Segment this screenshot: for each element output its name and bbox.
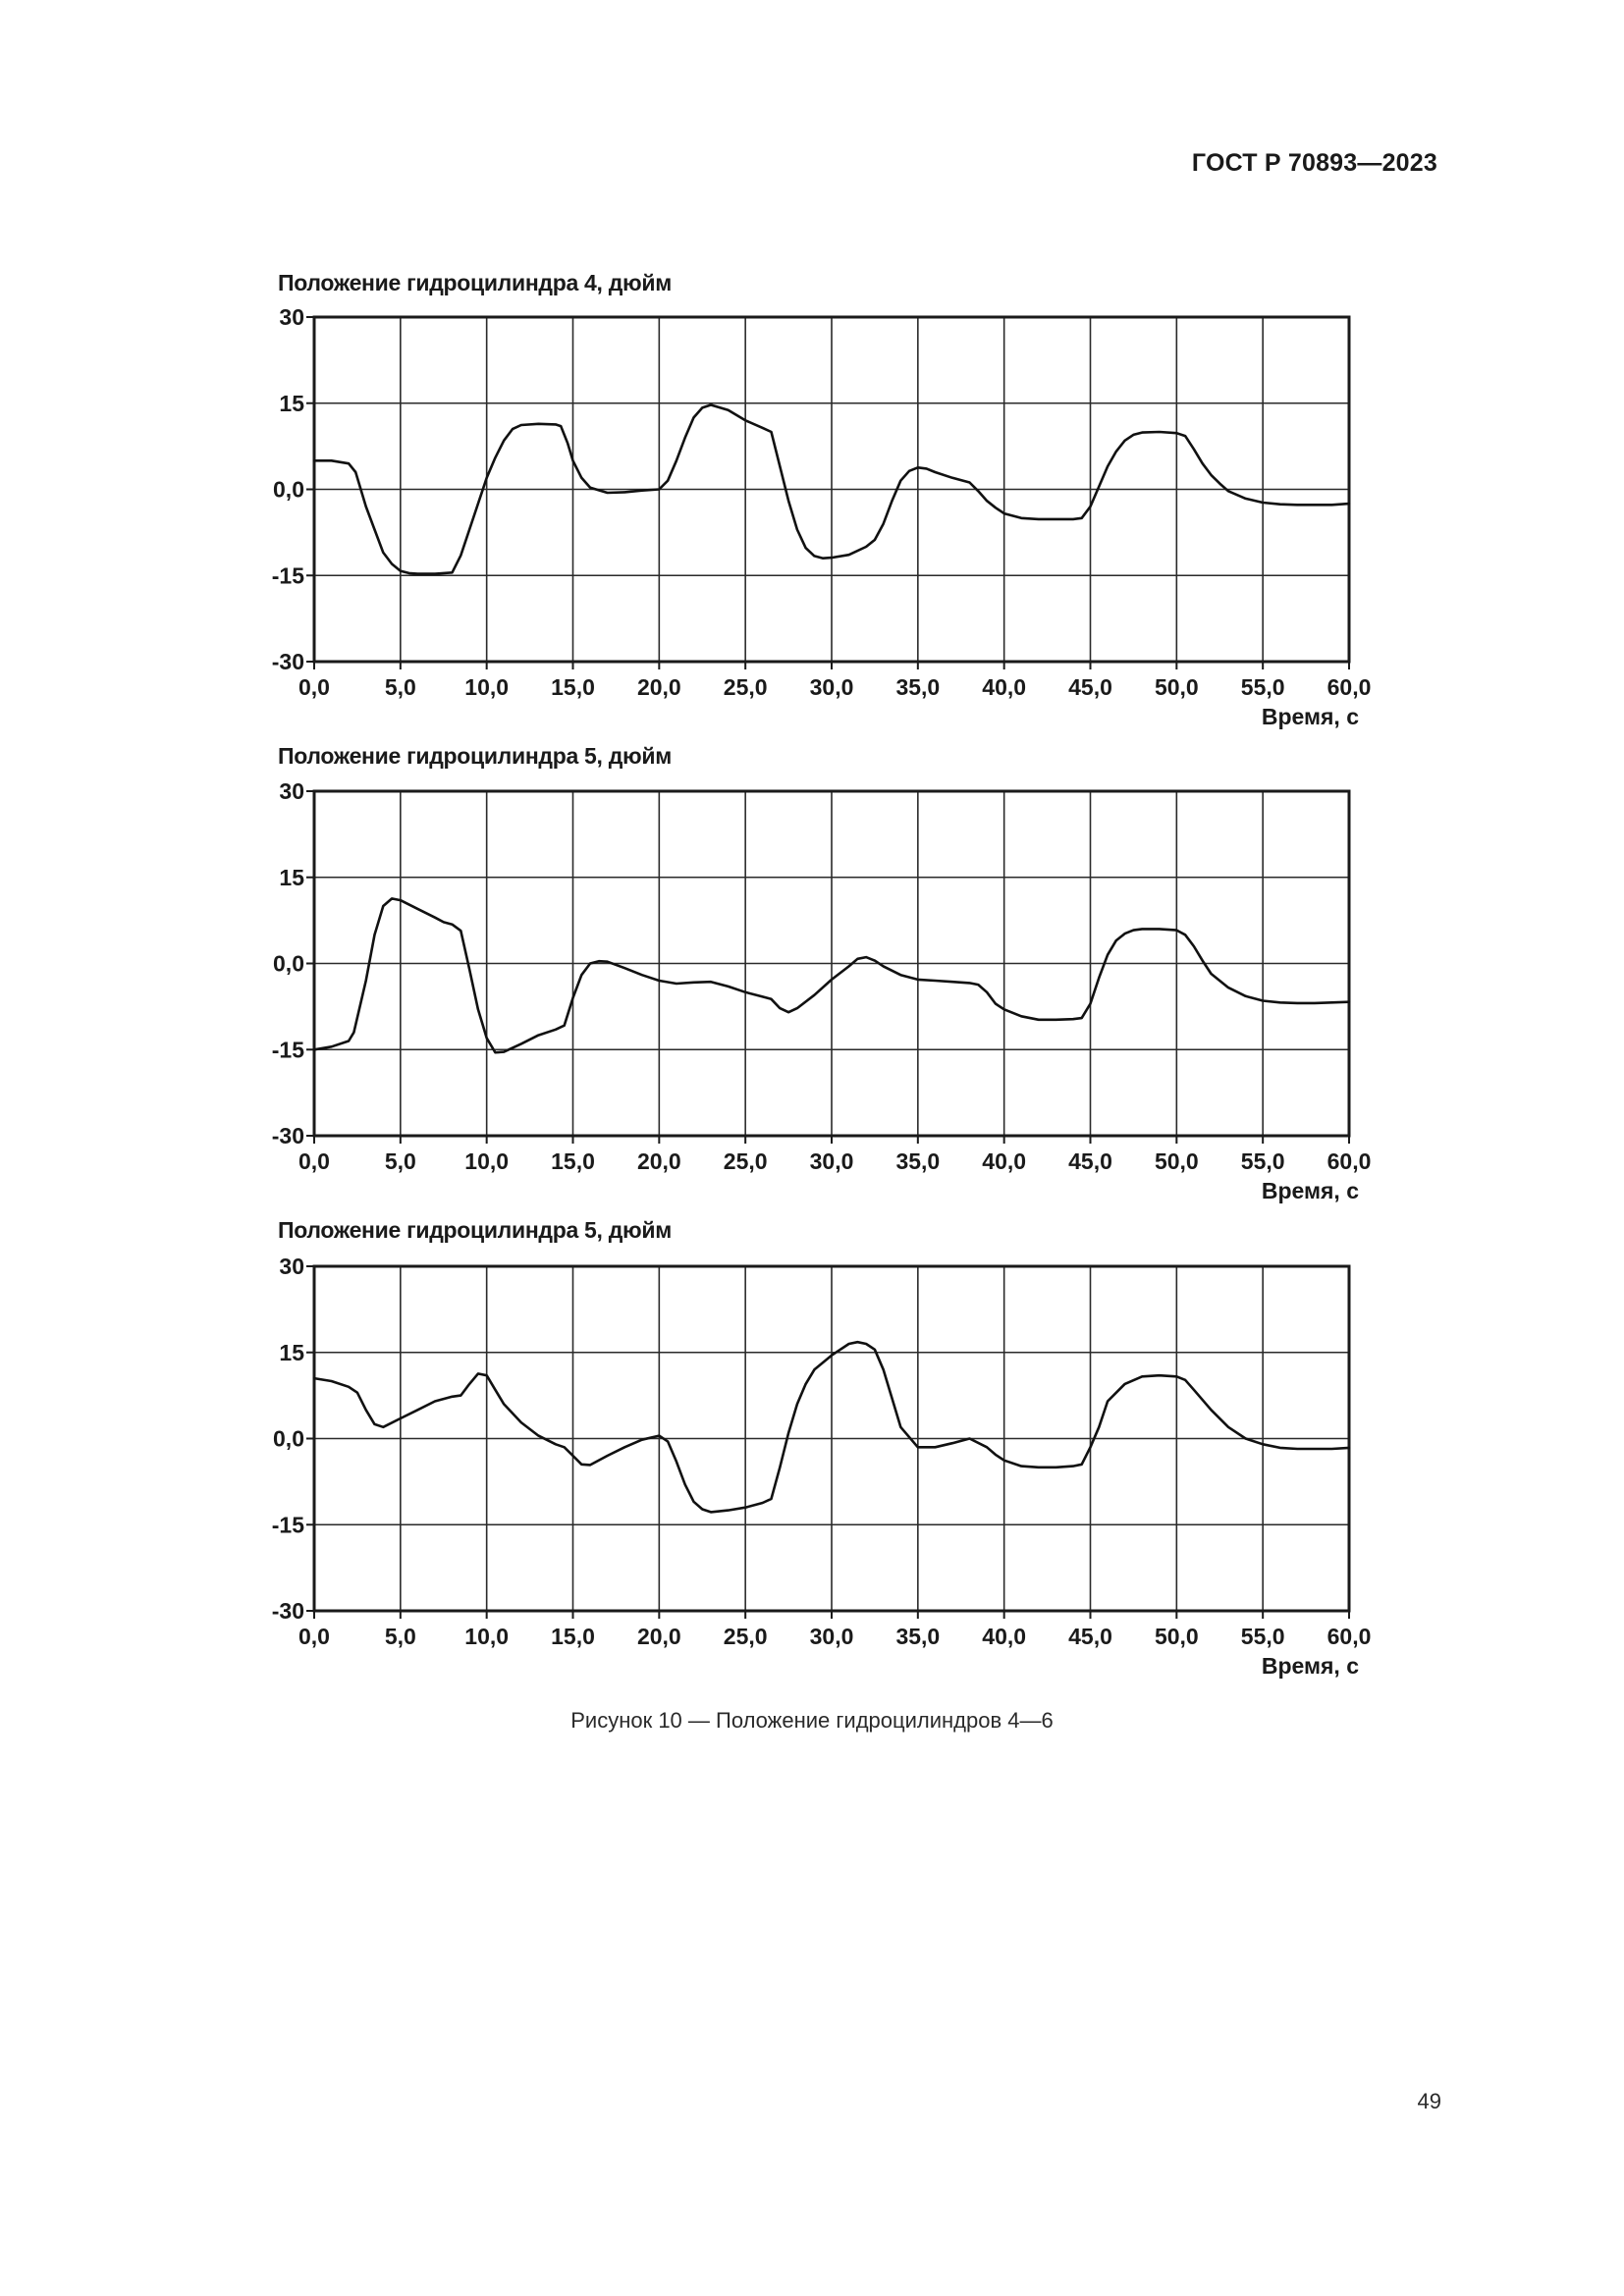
x-tick-label: 25,0 <box>723 1148 768 1174</box>
x-tick-label: 40,0 <box>982 1624 1027 1649</box>
grid <box>314 1266 1349 1611</box>
x-tick-label: 0,0 <box>298 674 330 700</box>
x-tick-label: 10,0 <box>464 1624 510 1649</box>
x-tick-label: 50,0 <box>1154 674 1199 700</box>
x-axis-label: Время, с <box>1261 1178 1359 1203</box>
x-tick-label: 0,0 <box>298 1148 330 1174</box>
x-tick-label: 50,0 <box>1154 1624 1199 1649</box>
x-tick-label: 35,0 <box>895 1148 941 1174</box>
x-tick-label: 60,0 <box>1326 1624 1372 1649</box>
x-tick-label: 30,0 <box>809 674 854 700</box>
y-tick-label: -15 <box>271 1037 304 1063</box>
x-tick-label: 50,0 <box>1154 1148 1199 1174</box>
x-tick-label: 40,0 <box>982 1148 1027 1174</box>
x-tick-label: 45,0 <box>1068 1624 1112 1649</box>
x-tick-label: 10,0 <box>464 1148 510 1174</box>
y-tick-label: -15 <box>271 1512 304 1538</box>
chart-title: Положение гидроцилиндра 5, дюйм <box>278 743 672 769</box>
chart-title: Положение гидроцилиндра 4, дюйм <box>278 270 672 295</box>
x-tick-label: 20,0 <box>636 674 681 700</box>
y-tick-label: 0,0 <box>273 476 304 503</box>
x-tick-label: 0,0 <box>298 1624 330 1649</box>
y-tick-label: 0,0 <box>273 1425 304 1452</box>
x-tick-label: 60,0 <box>1326 1148 1372 1174</box>
x-tick-label: 5,0 <box>384 1148 416 1174</box>
x-tick-label: 60,0 <box>1326 674 1372 700</box>
x-tick-label: 55,0 <box>1240 674 1285 700</box>
y-tick-label: 0,0 <box>273 950 304 977</box>
x-tick-label: 15,0 <box>551 1624 595 1649</box>
figure-caption: Рисунок 10 — Положение гидроцилиндров 4—6 <box>570 1708 1054 1733</box>
chart-title: Положение гидроцилиндра 5, дюйм <box>278 1217 672 1243</box>
y-tick-label: -15 <box>271 562 304 589</box>
x-axis-label: Время, с <box>1261 704 1359 729</box>
x-tick-label: 20,0 <box>636 1148 681 1174</box>
x-tick-label: 55,0 <box>1240 1624 1285 1649</box>
x-tick-label: 25,0 <box>723 1624 768 1649</box>
x-tick-label: 30,0 <box>809 1624 854 1649</box>
y-tick-label: 30 <box>279 304 304 330</box>
x-tick-label: 15,0 <box>551 674 595 700</box>
x-tick-label: 25,0 <box>723 674 768 700</box>
y-tick-label: 30 <box>279 1254 304 1279</box>
y-tick-label: 15 <box>279 1339 304 1365</box>
x-tick-label: 45,0 <box>1068 1148 1112 1174</box>
y-tick-label: -30 <box>271 649 304 674</box>
y-tick-label: 15 <box>279 864 304 890</box>
x-tick-label: 15,0 <box>551 1148 595 1174</box>
x-tick-label: 55,0 <box>1240 1148 1285 1174</box>
x-tick-label: 5,0 <box>384 1624 416 1649</box>
document-code: ГОСТ Р 70893—2023 <box>1191 149 1437 177</box>
x-tick-label: 5,0 <box>384 674 416 700</box>
x-tick-label: 10,0 <box>464 674 510 700</box>
x-tick-label: 35,0 <box>895 674 941 700</box>
x-tick-label: 45,0 <box>1068 674 1112 700</box>
y-tick-label: 30 <box>279 778 304 804</box>
y-tick-label: 15 <box>279 390 304 416</box>
x-tick-label: 40,0 <box>982 674 1027 700</box>
x-tick-label: 20,0 <box>636 1624 681 1649</box>
x-tick-label: 35,0 <box>895 1624 941 1649</box>
x-axis-label: Время, с <box>1261 1653 1359 1679</box>
page-number: 49 <box>1417 2089 1441 2113</box>
y-tick-label: -30 <box>271 1123 304 1148</box>
y-tick-label: -30 <box>271 1598 304 1624</box>
x-tick-label: 30,0 <box>809 1148 854 1174</box>
